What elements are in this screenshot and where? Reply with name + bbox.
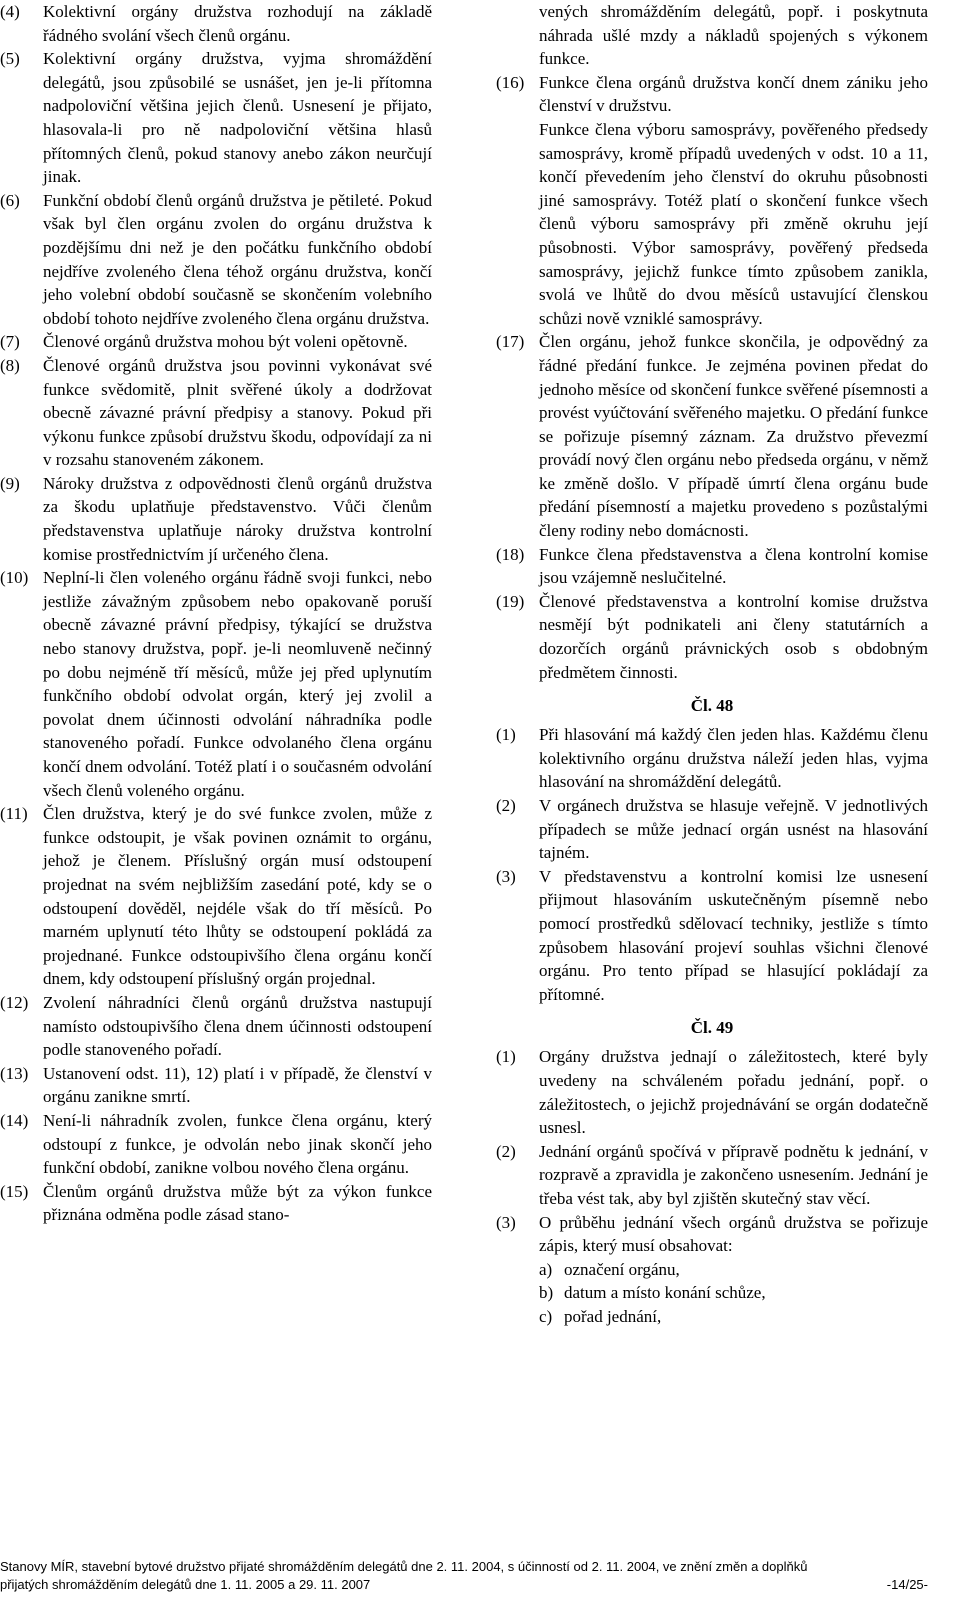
paragraph-number: (14) (0, 1110, 29, 1130)
paragraph-11 (0, 802, 432, 991)
paragraph-number: (10) (0, 568, 29, 588)
list-item-text: datum a místo konání schůze, (564, 1283, 766, 1303)
paragraph-text: Funkce člena orgánů družstva končí dnem zániku jeho členství v družstvu. (539, 72, 928, 116)
paragraph-number: (2) (496, 796, 516, 815)
paragraph-14 (0, 1109, 432, 1180)
paragraph-5 (0, 47, 432, 189)
paragraph-text: Jednání orgánů spočívá v přípravě podnětu k jednání, v rozpravě a zpravidla je zakončeno usnesením. Jednání je třeba vést tak, aby byl zjištěn skutečný stav věcí. (539, 1141, 928, 1208)
paragraph-number: (7) (0, 332, 20, 352)
paragraph-text: V orgánech družstva se hlasuje veřejně. V jednotlivých případech se může jednací orgán usnést na hlasování tajném. (539, 796, 928, 863)
list-item-text: pořad jednání, (564, 1306, 662, 1326)
paragraph-number: (18) (496, 544, 525, 564)
list-item (539, 1258, 928, 1282)
paragraph-text: Kolektivní orgány družstva, vyjma shromáždění delegátů, jsou způsobilé se usnášet, jen je-li přítomna nadpoloviční většina jejich členů. Usnesení je přijato, hlasovala-li pro ně nadpoloviční většina hlasů přítomných členů, pokud stanovy anebo zákon neurčují jinak. (43, 49, 432, 187)
paragraph-number: (12) (0, 992, 29, 1012)
list-item-letter: c) (539, 1306, 553, 1326)
paragraph-number: (19) (496, 591, 525, 611)
paragraph-number: (3) (496, 1212, 516, 1232)
paragraph-number: (2) (496, 1141, 516, 1161)
paragraph-text: Orgány družstva jednají o záležitostech, které byly uvedeny na schváleném pořadu jednání, popř. o záležitostech, o jejichž projednávání se orgán dodatečně usnesl. (539, 1047, 928, 1138)
paragraph-text: Kolektivní orgány družstva rozhodují na základě řádného svolání všech členů orgánu. (43, 2, 432, 45)
article-48-paragraph-1 (496, 723, 928, 794)
paragraph-number: (4) (0, 2, 20, 21)
paragraph-text: O průběhu jednání všech orgánů družstva se pořizuje zápis, který musí obsahovat: (539, 1212, 928, 1256)
page-footer (0, 1558, 928, 1594)
left-column (0, 0, 432, 1227)
paragraph-number: (6) (0, 190, 20, 210)
paragraph-number: (5) (0, 49, 20, 69)
article-heading-48: Čl. 48 (690, 696, 734, 716)
article-48-paragraph-3 (496, 865, 928, 1007)
article-49-paragraph-3 (496, 1211, 928, 1329)
paragraph-17 (496, 330, 928, 542)
paragraph-9 (0, 472, 432, 566)
paragraph-10 (0, 566, 432, 802)
paragraph-8 (0, 354, 432, 472)
minutes-content-list (539, 1258, 928, 1329)
paragraph-12 (0, 991, 432, 1062)
list-item (539, 1281, 928, 1305)
paragraph-number: (13) (0, 1063, 29, 1083)
paragraph-text: Člen družstva, který je do své funkce zvolen, může z funkce odstoupit, je však povinen oznámit to orgánu, jehož je členem. Příslušný orgán musí odstoupení projednat na svém nejbližším zasedání poté, kdy se o odstoupení dověděl, nejdéle však do tří měsíců. Po marném uplynutí této lhůty se odstoupení pokládá za projednané. Funkce odstoupivšího člena orgánu končí dnem, kdy odstoupení příslušný orgán projednal. (43, 804, 432, 989)
paragraph-13 (0, 1062, 432, 1109)
paragraph-16 (496, 71, 928, 331)
paragraph-4 (0, 0, 432, 47)
paragraph-19 (496, 590, 928, 684)
paragraph-text: Neplní-li člen voleného orgánu řádně svoji funkci, nebo jestliže závažným způsobem nebo opakovaně poruší obecně závazné právní předpisy, týkající se družstva nebo stanovy družstva, popř. je-li neomluveně nečinný po dobu nejméně tří měsíců, může jej před uplynutím funkčního období odvolat orgán, který jej zvolil a povolat dnem účinnosti odvolání náhradníka podle stanoveného pořadí. Funkce odvolaného člena orgánu končí dnem odvolání. Totéž platí i o současném odvolání všech členů voleného orgánu. (43, 568, 432, 800)
footer-line-2: přijatých shromážděním delegátů dne 1. 11. 2005 a 29. 11. 2007 (0, 1577, 371, 1592)
paragraph-text: Není-li náhradník zvolen, funkce člena orgánu, který odstoupí z funkce, je odvolán nebo jinak skončí jeho funkční období, zanikne volbou nového člena orgánu. (43, 1110, 432, 1178)
paragraph-text-extra: Funkce člena výboru samosprávy, pověřeného předsedy samosprávy, kromě případů uvedených v odst. 10 a 11, končí převedením jeho členství do okruhu působnosti jiné samosprávy. Totéž platí o skončení funkce všech členů výboru samosprávy při změně okruhu její působnosti. Výbor samosprávy, pověřený předseda samosprávy, jejichž funkce tímto způsobem zanikla, svolá ve lhůtě do dvou měsíců ustavující členskou schůzi nově vzniklé samosprávy. (539, 119, 928, 328)
paragraph-number: (8) (0, 355, 20, 375)
list-item (539, 1305, 928, 1329)
paragraph-number: (11) (0, 804, 28, 824)
paragraph-number: (16) (496, 72, 525, 92)
article-49-paragraph-2 (496, 1140, 928, 1211)
paragraph-text: Funkce člena představenstva a člena kontrolní komise jsou vzájemně neslučitelné. (539, 544, 928, 588)
paragraph-text: Zvolení náhradníci členů orgánů družstva nastupují namísto odstoupivšího člena dnem účinnosti odstoupení podle stanoveného pořadí. (43, 992, 432, 1060)
article-48-paragraph-2 (496, 794, 928, 865)
paragraph-number: (1) (496, 1047, 516, 1067)
paragraph-text: Při hlasování má každý člen jeden hlas. Každému členu kolektivního orgánu družstva náleží jeden hlas, vyjma hlasování na shromáždění delegátů. (539, 725, 928, 792)
paragraph-text: Ustanovení odst. 11), 12) platí i v případě, že členství v orgánu zanikne smrtí. (43, 1063, 432, 1107)
article-49-paragraph-1 (496, 1045, 928, 1139)
paragraph-18 (496, 543, 928, 590)
paragraph-text: Členům orgánů družstva může být za výkon funkce přiznána odměna podle zásad stano- (43, 1181, 432, 1225)
paragraph-number: (3) (496, 866, 516, 886)
paragraph-text: Funkční období členů orgánů družstva je pětileté. Pokud však byl člen orgánu zvolen do orgánu družstva k pozdějšímu dni než je den počátku funkčního období nejdříve zvoleného člena téhož orgánu družstva, končí jeho volební období současně se skončením volebního období tohoto nejdříve zvoleného člena orgánu družstva. (43, 190, 432, 328)
list-item-letter: a) (539, 1259, 553, 1279)
right-column (496, 0, 928, 1328)
paragraph-text: V představenstvu a kontrolní komisi lze usnesení přijmout hlasováním uskutečněným písemně nebo pomocí prostředků sdělovací techniky, jestliže s tímto způsobem hlasování projeví souhlas všichni členové orgánu. Pro tento případ se hlasující pokládají za přítomné. (539, 866, 928, 1004)
paragraph-text: Členové představenstva a kontrolní komise družstva nesmějí být podnikateli ani členy statutárních a dozorčích orgánů právnických osob s obdobným předmětem činnosti. (539, 591, 928, 682)
paragraph-text: Členové orgánů družstva mohou být voleni opětovně. (43, 332, 408, 352)
article-heading-49: Čl. 49 (690, 1018, 734, 1038)
paragraph-number: (9) (0, 473, 20, 493)
list-item-letter: b) (539, 1283, 554, 1303)
paragraph-text: Členové orgánů družstva jsou povinni vykonávat své funkce svědomitě, plnit svěřené úkoly a dodržovat obecně závazné právní předpisy a stanovy. Pokud při výkonu funkce způsobí družstvu škodu, odpovídají za ni v rozsahu stanoveném zákonem. (43, 355, 432, 470)
paragraph-text: Nároky družstva z odpovědnosti členů orgánů družstva za škodu uplatňuje představenstvo. Vůči členům představenstva uplatňuje nároky družstva kontrolní komise prostřednictvím jí určeného člena. (43, 473, 432, 564)
paragraph-7 (0, 330, 432, 354)
list-item-text: označení orgánu, (564, 1259, 680, 1279)
paragraph-number: (17) (496, 332, 525, 352)
paragraph-15-continuation (496, 0, 928, 71)
footer-line-1: Stanovy MÍR, stavební bytové družstvo přijaté shromážděním delegátů dne 2. 11. 2004, s účinností od 2. 11. 2004, ve znění změn a doplňků (0, 1559, 808, 1574)
paragraph-number: (1) (496, 725, 516, 745)
paragraph-text: Člen orgánu, jehož funkce skončila, je odpovědný za řádné předání funkce. Je zejména povinen předat do jednoho měsíce od skončení funkce svěřené písemnosti a provést vyúčtování svěřeného majetku. O předání funkce se pořizuje písemný záznam. Za družstvo převezmí provádí nový člen orgánu nebo předseda orgánu, v němž ke změně došlo. V případě úmrtí člena orgánu bude předání písemností a majetku provedeno s pozůstalými členy rodiny nebo domácnosti. (539, 332, 928, 541)
paragraph-6 (0, 189, 432, 331)
page-number: -14/25- (886, 1577, 928, 1592)
paragraph-15 (0, 1180, 432, 1227)
paragraph-text: vených shromážděním delegátů, popř. i poskytnuta náhrada ušlé mzdy a nákladů spojených s výkonem funkce. (539, 2, 928, 69)
paragraph-number: (15) (0, 1181, 29, 1201)
